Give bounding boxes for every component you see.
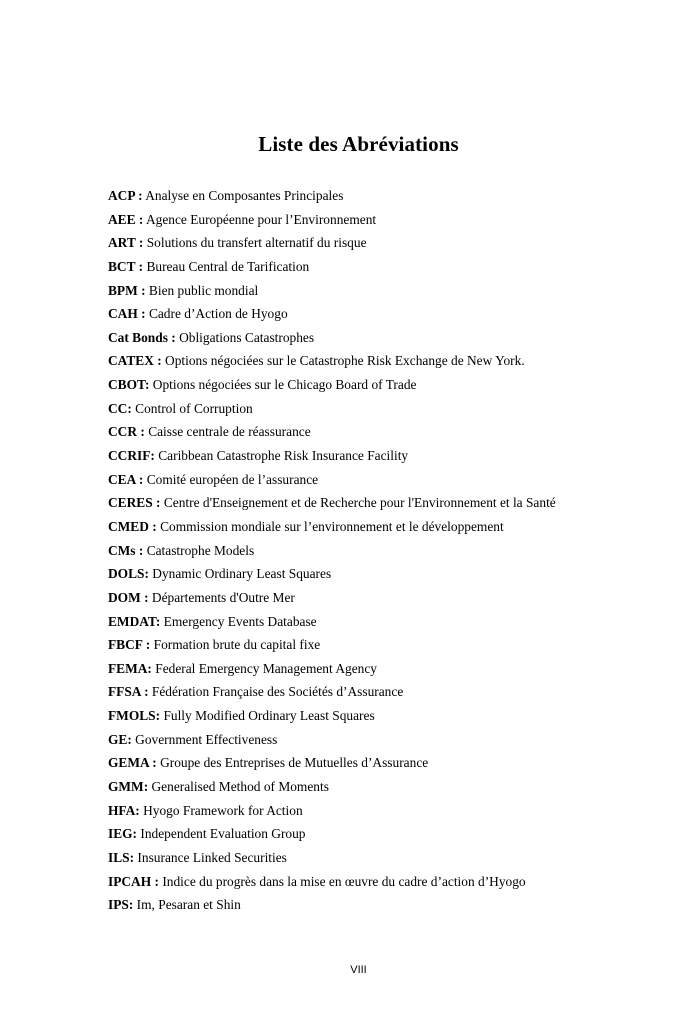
- abbreviation-definition: Cadre d’Action de Hyogo: [148, 306, 288, 322]
- abbreviation-term: AEE :: [108, 211, 144, 227]
- abbreviation-term: ILS:: [108, 849, 135, 865]
- abbreviation-term: CBOT:: [108, 377, 150, 393]
- abbreviation-term: CEA :: [108, 471, 144, 487]
- abbreviation-definition: Dynamic Ordinary Least Squares: [152, 566, 332, 582]
- abbreviation-entry: [108, 444, 668, 468]
- abbreviation-definition: Generalised Method of Moments: [151, 779, 329, 795]
- abbreviation-term: IPCAH :: [108, 873, 159, 889]
- abbreviation-definition: Government Effectiveness: [135, 731, 278, 747]
- abbreviation-definition: Options négociées sur le Chicago Board of Trade: [152, 377, 417, 393]
- abbreviation-definition: Caisse centrale de réassurance: [148, 424, 311, 440]
- abbreviation-definition: Solutions du transfert alternatif du risque: [146, 235, 367, 251]
- abbreviation-entry: [108, 633, 668, 657]
- abbreviation-entry: [108, 799, 668, 823]
- abbreviation-definition: Commission mondiale sur l’environnement et le développement: [160, 518, 504, 534]
- abbreviation-entry: [108, 184, 668, 208]
- abbreviation-term: GE:: [108, 731, 132, 747]
- abbreviation-term: Cat Bonds :: [108, 329, 176, 345]
- abbreviation-term: FEMA:: [108, 660, 152, 676]
- abbreviation-term: GMM:: [108, 779, 149, 795]
- abbreviation-term: CMED :: [108, 518, 157, 534]
- abbreviation-entry: [108, 373, 668, 397]
- abbreviation-term: ACP :: [108, 188, 143, 203]
- abbreviation-definition: Comité européen de l’assurance: [146, 471, 319, 487]
- abbreviation-term: CCRIF:: [108, 448, 155, 464]
- abbreviation-definition: Bureau Central de Tarification: [146, 258, 310, 274]
- abbreviation-entry: [108, 610, 668, 634]
- abbreviation-definition: Obligations Catastrophes: [179, 329, 315, 345]
- abbreviation-entry: [108, 680, 668, 704]
- abbreviation-definition: Centre d'Enseignement et de Recherche pour l'Environnement et la Santé: [163, 495, 556, 511]
- abbreviation-definition: Indice du progrès dans la mise en œuvre du cadre d’action d’Hyogo: [162, 873, 526, 889]
- abbreviation-entry: [108, 704, 668, 728]
- abbreviation-entry: [108, 231, 668, 255]
- abbreviation-entry: [108, 302, 668, 326]
- abbreviation-term: IPS:: [108, 897, 134, 913]
- abbreviation-definition: Départements d'Outre Mer: [151, 589, 295, 605]
- abbreviation-entry: [108, 751, 668, 775]
- abbreviation-entry: [108, 468, 668, 492]
- abbreviation-term: BPM :: [108, 282, 146, 298]
- abbreviation-term: FMOLS:: [108, 708, 161, 724]
- abbreviation-entry: [108, 397, 668, 421]
- abbreviation-entry: [108, 870, 668, 894]
- abbreviation-term: FBCF :: [108, 637, 151, 653]
- abbreviation-definition: Independent Evaluation Group: [140, 826, 306, 842]
- abbreviation-definition: Insurance Linked Securities: [137, 849, 287, 865]
- abbreviation-term: CMs :: [108, 542, 144, 558]
- abbreviation-term: GEMA :: [108, 755, 157, 771]
- abbreviation-definition: Control of Corruption: [135, 400, 253, 416]
- abbreviation-entry: [108, 515, 668, 539]
- abbreviation-entry: [108, 775, 668, 799]
- abbreviation-term: FFSA :: [108, 684, 149, 700]
- abbreviation-term: HFA:: [108, 802, 140, 818]
- abbreviation-entry: [108, 420, 668, 444]
- abbreviation-entry: [108, 279, 668, 303]
- abbreviation-entry: [108, 728, 668, 752]
- abbreviation-term: DOLS:: [108, 566, 149, 582]
- abbreviation-term: CATEX :: [108, 353, 162, 369]
- abbreviation-term: CCR :: [108, 424, 145, 440]
- abbreviation-term: CC:: [108, 400, 132, 416]
- abbreviation-definition: Fédération Française des Sociétés d’Assurance: [151, 684, 404, 700]
- abbreviation-entry: [108, 255, 668, 279]
- abbreviation-entry: [108, 326, 668, 350]
- abbreviation-term: ART :: [108, 235, 144, 251]
- abbreviation-entry: [108, 822, 668, 846]
- abbreviation-term: IEG:: [108, 826, 138, 842]
- abbreviation-entry: [108, 893, 668, 917]
- abbreviation-definition: Agence Européenne pour l’Environnement: [145, 211, 377, 227]
- abbreviation-definition: Formation brute du capital fixe: [153, 637, 321, 653]
- abbreviation-definition: Catastrophe Models: [146, 542, 255, 558]
- abbreviation-definition: Groupe des Entreprises de Mutuelles d’Assurance: [160, 755, 429, 771]
- abbreviation-definition: Caribbean Catastrophe Risk Insurance Facility: [158, 448, 409, 464]
- abbreviation-entry: [108, 208, 668, 232]
- abbreviation-definition: Hyogo Framework for Action: [143, 802, 303, 818]
- abbreviation-definition: Federal Emergency Management Agency: [155, 660, 377, 676]
- abbreviation-definition: Analyse en Composantes Principales: [145, 188, 344, 203]
- page-number: VIII: [350, 964, 367, 976]
- abbreviation-entry: [108, 491, 668, 515]
- abbreviation-definition: Options négociées sur le Catastrophe Risk Exchange de New York.: [165, 353, 525, 369]
- abbreviation-entry: [108, 349, 668, 373]
- abbreviation-definition: Fully Modified Ordinary Least Squares: [163, 708, 375, 724]
- abbreviation-list: [108, 184, 668, 917]
- abbreviation-term: DOM :: [108, 589, 149, 605]
- abbreviation-term: EMDAT:: [108, 613, 161, 629]
- page-title: Liste des Abréviations: [258, 132, 459, 156]
- abbreviation-entry: [108, 846, 668, 870]
- abbreviation-term: BCT :: [108, 258, 144, 274]
- abbreviation-entry: [108, 586, 668, 610]
- abbreviation-definition: Emergency Events Database: [163, 613, 317, 629]
- abbreviation-entry: [108, 562, 668, 586]
- abbreviation-entry: [108, 657, 668, 681]
- abbreviation-entry: [108, 539, 668, 563]
- abbreviation-definition: Bien public mondial: [148, 282, 259, 298]
- abbreviation-definition: Im, Pesaran et Shin: [136, 897, 241, 913]
- abbreviation-term: CAH :: [108, 306, 146, 322]
- abbreviation-term: CERES :: [108, 495, 161, 511]
